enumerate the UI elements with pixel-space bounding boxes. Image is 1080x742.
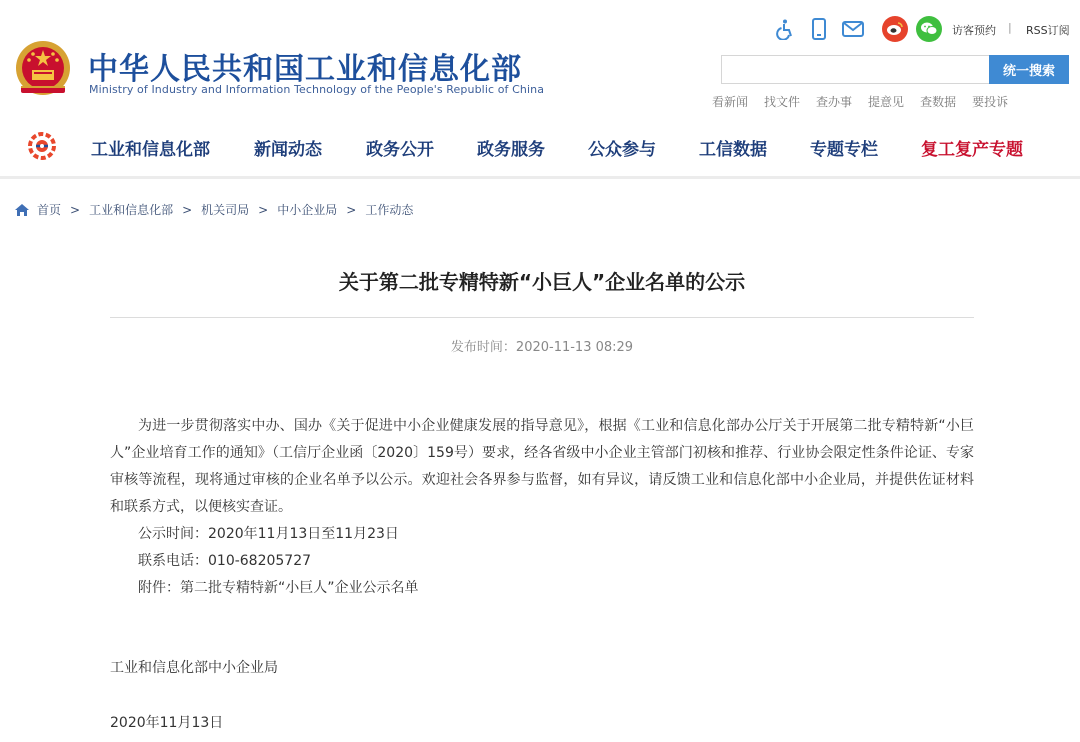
mail-icon[interactable] bbox=[840, 16, 866, 42]
quick-link-data[interactable]: 查数据 bbox=[920, 95, 957, 109]
nav-item-data[interactable]: 工信数据 bbox=[699, 140, 767, 160]
accessibility-icon[interactable] bbox=[772, 16, 798, 42]
site-title[interactable]: 中华人民共和国工业和信息化部 bbox=[88, 52, 522, 87]
contact-phone: 联系电话：010-68205727 bbox=[138, 553, 312, 569]
nav-item-resumption[interactable]: 复工复产专题 bbox=[921, 140, 1023, 160]
mobile-icon[interactable] bbox=[806, 16, 832, 42]
nav-item-public-participation[interactable]: 公众参与 bbox=[588, 140, 656, 160]
publish-time-label: 发布时间： bbox=[450, 340, 516, 355]
attachment-link[interactable]: 附件：第二批专精特新“小巨人”企业公示名单 bbox=[138, 580, 419, 596]
quick-link-feedback[interactable]: 提意见 bbox=[868, 95, 905, 109]
wechat-icon[interactable] bbox=[916, 16, 942, 42]
weibo-icon[interactable] bbox=[882, 16, 908, 42]
main-nav bbox=[0, 118, 1080, 178]
signature: 工业和信息化部中小企业局 bbox=[110, 660, 278, 676]
breadcrumb-separator: > bbox=[70, 202, 81, 217]
quick-link-complaint[interactable]: 要投诉 bbox=[972, 95, 1009, 109]
breadcrumb-separator: > bbox=[346, 202, 357, 217]
quick-link-news[interactable]: 看新闻 bbox=[712, 95, 749, 109]
visitor-booking-link[interactable]: 访客预约 bbox=[952, 24, 996, 37]
publish-time bbox=[110, 336, 974, 355]
search-input[interactable] bbox=[721, 55, 989, 84]
utility-separator: | bbox=[1008, 21, 1012, 34]
publish-time-value: 2020-11-13 08:29 bbox=[515, 340, 634, 355]
home-icon[interactable] bbox=[14, 203, 30, 217]
notice-period: 公示时间：2020年11月13日至11月23日 bbox=[138, 526, 399, 542]
breadcrumb bbox=[14, 201, 413, 218]
miit-logo-icon[interactable] bbox=[26, 131, 58, 161]
nav-divider bbox=[0, 176, 1080, 179]
search-button[interactable]: 统一搜索 bbox=[989, 55, 1069, 84]
article-paragraph: 为进一步贯彻落实中办、国办《关于促进中小企业健康发展的指导意见》，根据《工业和信息化部办公厅关于开展第二批专精特新“小巨人”企业培育工作的通知》（工信厅企业函〔2020〕159号）要求，经各省级中小企业主管部门初核和推荐、行业协会限定性条件论证、专家审核等流程，现将通过审核的企业名单予以公示。欢迎社会各界参与监督，如有异议，请反馈工业和信息化部中小企业局，并提供佐证材料和联系方式，以便核实查证。 bbox=[110, 418, 974, 515]
quick-links bbox=[712, 93, 1024, 110]
breadcrumb-separator: > bbox=[182, 202, 193, 217]
article-body bbox=[110, 413, 974, 602]
breadcrumb-sme-bureau[interactable]: 中小企业局 bbox=[277, 203, 338, 217]
nav-item-topics[interactable]: 专题专栏 bbox=[810, 140, 878, 160]
breadcrumb-work-news[interactable]: 工作动态 bbox=[365, 203, 414, 217]
breadcrumb-miit[interactable]: 工业和信息化部 bbox=[89, 203, 174, 217]
site-subtitle: Ministry of Industry and Information Technology of the People's Republic of China bbox=[89, 83, 545, 96]
site-header bbox=[0, 0, 1080, 118]
quick-link-services[interactable]: 查办事 bbox=[816, 95, 853, 109]
quick-link-files[interactable]: 找文件 bbox=[764, 95, 801, 109]
nav-item-miit[interactable]: 工业和信息化部 bbox=[91, 140, 210, 160]
nav-item-news[interactable]: 新闻动态 bbox=[254, 140, 322, 160]
breadcrumb-home[interactable]: 首页 bbox=[37, 203, 62, 217]
national-emblem-icon[interactable] bbox=[13, 38, 73, 100]
breadcrumb-departments[interactable]: 机关司局 bbox=[201, 203, 250, 217]
nav-item-gov-services[interactable]: 政务服务 bbox=[477, 140, 545, 160]
nav-item-gov-affairs[interactable]: 政务公开 bbox=[366, 140, 434, 160]
article-title: 关于第二批专精特新“小巨人”企业名单的公示 bbox=[338, 270, 746, 294]
rss-link[interactable]: RSS订阅 bbox=[1026, 24, 1070, 37]
title-divider bbox=[110, 317, 974, 318]
signature-date: 2020年11月13日 bbox=[110, 715, 224, 731]
breadcrumb-separator: > bbox=[258, 202, 269, 217]
utility-icons bbox=[772, 16, 950, 42]
